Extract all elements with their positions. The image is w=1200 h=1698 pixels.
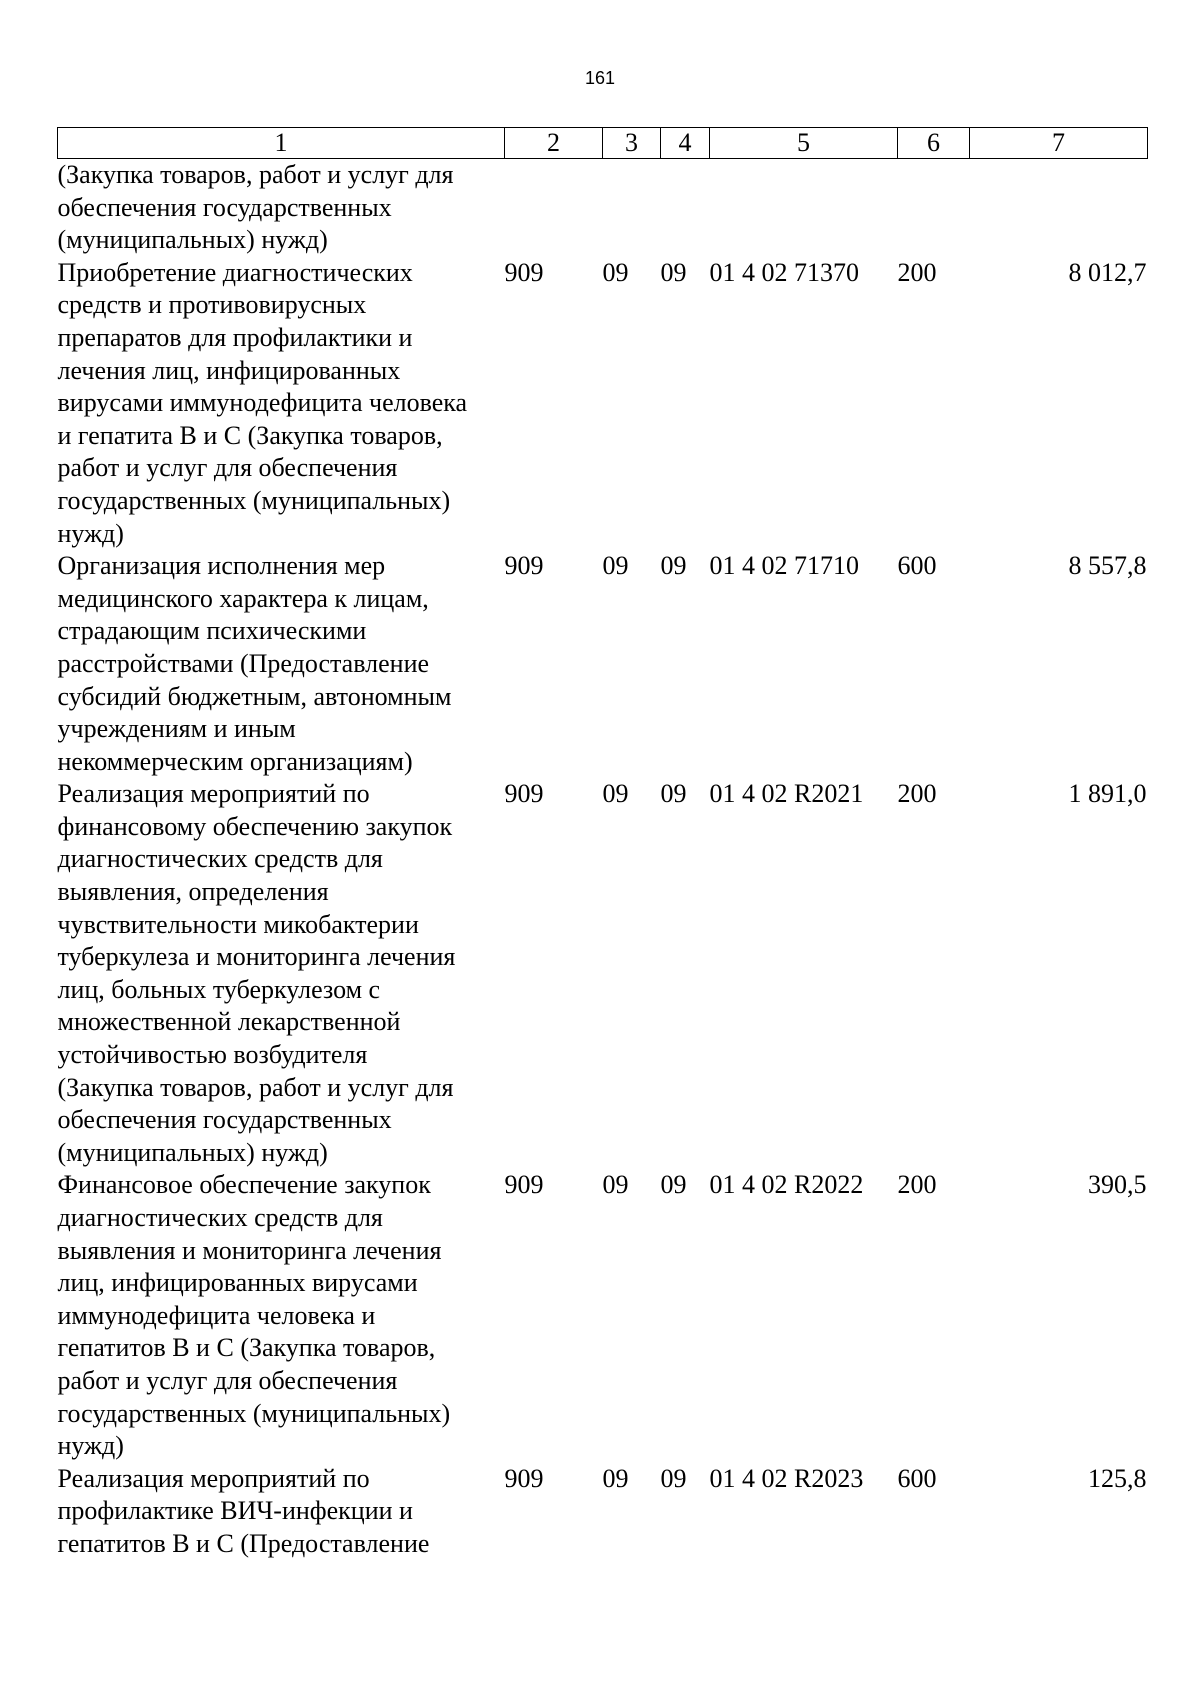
subsection-code: 09	[660, 257, 687, 287]
description-line: гепатитов B и C (Предоставление	[57, 1528, 430, 1558]
description-line: устойчивостью возбудителя	[57, 1040, 368, 1070]
ministry-code: 909	[504, 1463, 544, 1493]
expense-type-code	[898, 159, 970, 257]
description-line: (Закупка товаров, работ и услуг для	[57, 160, 454, 189]
description-line: страдающим психическими	[57, 616, 367, 646]
amount: 8 012,7	[1068, 257, 1147, 287]
table-row	[58, 1169, 1148, 1462]
ministry-code: 909	[504, 257, 544, 287]
description-line: Финансовое обеспечение закупок	[57, 1170, 431, 1200]
description-line: Приобретение диагностических	[57, 257, 413, 287]
description-line: (Закупка товаров, работ и услуг для	[57, 1072, 454, 1102]
description-line: и гепатита B и C (Закупка товаров,	[57, 420, 443, 450]
column-number: 6	[898, 128, 970, 159]
row-description	[58, 778, 505, 1169]
section-code: 09	[602, 779, 629, 809]
section-code	[603, 159, 661, 257]
table-row	[58, 1463, 1148, 1561]
expense-type-code: 600	[897, 551, 937, 581]
amount: 125,8	[1088, 1463, 1147, 1493]
amount: 1 891,0	[1068, 779, 1147, 809]
expense-type-code: 200	[897, 257, 937, 287]
description-line: государственных (муниципальных)	[57, 485, 451, 515]
subsection-code: 09	[660, 779, 687, 809]
amount	[970, 159, 1148, 257]
column-number: 3	[603, 128, 661, 159]
description-line: нужд)	[57, 518, 124, 548]
description-line: гепатитов B и C (Закупка товаров,	[57, 1333, 436, 1363]
target-item-code: 01 4 02 71370	[709, 257, 859, 287]
description-line: чувствительности микобактерии	[57, 909, 419, 939]
expense-type-code: 200	[897, 779, 937, 809]
row-description	[58, 1463, 505, 1561]
target-item-code: 01 4 02 R2023	[709, 1463, 864, 1493]
column-number: 4	[661, 128, 710, 159]
row-description	[58, 257, 505, 550]
table-row	[58, 778, 1148, 1169]
section-code: 09	[602, 551, 629, 581]
description-line: работ и услуг для обеспечения	[57, 1365, 398, 1395]
section-code: 09	[602, 257, 629, 287]
description-line: государственных (муниципальных)	[57, 1398, 451, 1428]
subsection-code: 09	[660, 1170, 687, 1200]
description-line: (муниципальных) нужд)	[57, 1137, 328, 1167]
description-line: обеспечения государственных	[57, 1105, 392, 1135]
description-line: средств и противовирусных	[57, 290, 367, 320]
budget-table	[57, 127, 1148, 1561]
description-line: финансовому обеспечению закупок	[57, 811, 453, 841]
description-line: профилактике ВИЧ-инфекции и	[57, 1496, 413, 1526]
description-line: некоммерческим организациям)	[57, 746, 413, 776]
column-number: 7	[970, 128, 1148, 159]
target-item-code	[710, 159, 898, 257]
description-line: иммунодефицита человека и	[57, 1300, 376, 1330]
page-number: 161	[584, 68, 616, 88]
description-line: диагностических средств для	[57, 1203, 383, 1232]
row-description	[58, 550, 505, 778]
column-number: 2	[505, 128, 603, 159]
amount: 8 557,8	[1068, 551, 1147, 581]
subsection-code	[661, 159, 710, 257]
description-line: лиц, больных туберкулезом с	[57, 974, 381, 1004]
description-line: туберкулеза и мониторинга лечения	[57, 942, 456, 972]
description-line: субсидий бюджетным, автономным	[57, 681, 452, 711]
description-line: диагностических средств для	[57, 844, 383, 874]
row-description	[58, 1169, 505, 1462]
target-item-code: 01 4 02 R2021	[709, 779, 864, 809]
description-line: Организация исполнения мер	[57, 551, 386, 581]
section-code: 09	[602, 1463, 629, 1493]
description-line: обеспечения государственных	[57, 192, 392, 222]
description-line: выявления, определения	[57, 877, 329, 907]
ministry-code: 909	[504, 1170, 544, 1200]
description-line: вирусами иммунодефицита человека	[57, 388, 468, 418]
amount: 390,5	[1088, 1170, 1147, 1200]
target-item-code: 01 4 02 R2022	[709, 1170, 864, 1200]
table-row	[58, 159, 1148, 257]
description-line: Реализация мероприятий по	[57, 1463, 370, 1493]
description-line: нужд)	[57, 1431, 124, 1461]
description-line: расстройствами (Предоставление	[57, 648, 430, 678]
row-description	[58, 159, 505, 257]
subsection-code: 09	[660, 551, 687, 581]
expense-type-code: 600	[897, 1463, 937, 1493]
description-line: лечения лиц, инфицированных	[57, 355, 401, 385]
description-line: работ и услуг для обеспечения	[57, 453, 398, 483]
description-line: Реализация мероприятий по	[57, 779, 370, 809]
description-line: медицинского характера к лицам,	[57, 583, 429, 613]
description-line: множественной лекарственной	[57, 1007, 401, 1037]
description-line: выявления и мониторинга лечения	[57, 1235, 442, 1265]
description-line: учреждениям и иным	[57, 714, 296, 744]
ministry-code: 909	[504, 779, 544, 809]
expense-type-code: 200	[897, 1170, 937, 1200]
ministry-code: 909	[504, 551, 544, 581]
subsection-code: 09	[660, 1463, 687, 1493]
table-row	[58, 257, 1148, 550]
target-item-code: 01 4 02 71710	[709, 551, 859, 581]
description-line: препаратов для профилактики и	[57, 322, 413, 352]
table-body	[58, 159, 1148, 1561]
description-line: лиц, инфицированных вирусами	[57, 1268, 418, 1298]
description-line: (муниципальных) нужд)	[57, 225, 328, 255]
table-row	[58, 550, 1148, 778]
column-number-row	[58, 128, 1148, 159]
column-number: 1	[58, 128, 505, 159]
ministry-code	[505, 159, 603, 257]
section-code: 09	[602, 1170, 629, 1200]
column-number: 5	[710, 128, 898, 159]
